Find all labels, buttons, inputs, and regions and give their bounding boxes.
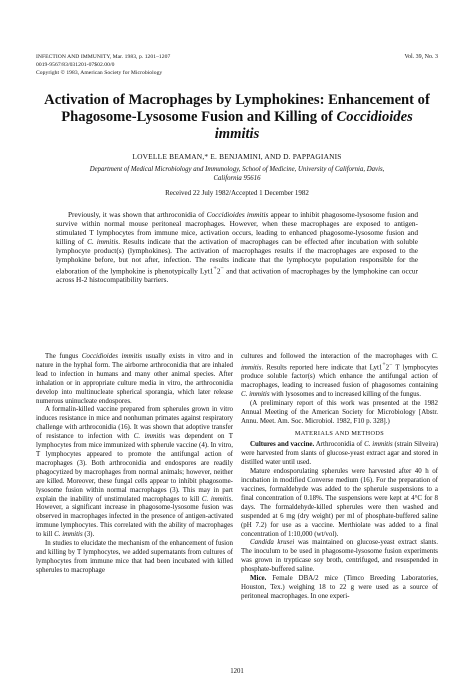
abstract: Previously, it was shown that arthroconidia of Coccidioides immitis appear to inhibit phagosome-lysosome fusion and survive within normal mouse peritoneal macrophages. However, when these macrophages are exposed to antigen-stimulated T lymphocytes from immune mice, activation occurs, leading to enhanced phagosome-lysosome fusion and killing of C. immitis. Results indicate that the activation of macrophages can be effected after incubation with soluble lymphocyte product(s) (lymphokines). The activation of macrophages results if the macrophages are exposed to the lymphokine before, but not after, infection. The results indicate that the lymphocyte population responsible for the elaboration of the lymphokine is phenotypically Lyt1+2− and that activation of macrophages by the lymphokine can occur across H-2 histocompatibility barriers. — [56, 210, 419, 285]
volume-issue: Vol. 39, No. 3 — [404, 54, 438, 60]
methods-cultures-paragraph: Cultures and vaccine. Arthroconidia of C. immitis (strain Silveira) were harvested from slants of glucose-yeast extract agar and stored in distilled water until used. — [241, 440, 439, 467]
right-column — [241, 352, 438, 601]
affiliation-line-1: Department of Medical Microbiology and Immunology, School of Medicine, University of California, Davis, — [89, 166, 385, 173]
title-line-1: Activation of Macrophages by Lymphokines: Enhancement of — [44, 92, 430, 108]
methods-candida-paragraph: Candida krusei was maintained on glucose-yeast extract slants. The inoculum to be used in phagosome-lysosome fusion experiments was grown in trypticase soy broth, centrifuged, and resuspended in phosphate-buffered saline. — [241, 538, 438, 574]
author-list: LOVELLE BEAMAN,* E. BENJAMINI, AND D. PAPPAGIANIS — [132, 152, 342, 161]
intro-paragraph-2: A formalin-killed vaccine prepared from spherules grown in vitro induces resistance in mice and nonhuman primates against respiratory challenge with arthroconidia (16). It was shown that adoptive transfer of resistance to infection with C. immitis was dependent on T lymphocytes from mice immunized with spherule vaccine (4). In vitro, T lymphocytes appeared to promote the antifungal action of macrophages (3). Both arthroconidia and endospores are readily phagocytized by macrophages from normal animals; however, neither are killed. Moreover, these fungal cells appear to inhibit phagosome-lysosome fusion within normal macrophages (3). This may in part explain the inability of unstimulated macrophages to kill C. immitis. However, a significant increase in phagosome-lysosome fusion was observed in macrophages infected in the presence of antigen-activated immune lymphocytes. This correlated with the ability of macrophages to kill C. immitis (3). — [36, 405, 233, 539]
received-dates: Received 22 July 1982/Accepted 1 December 1982 — [165, 189, 309, 197]
preliminary-report-note: (A preliminary report of this work was presented at the 1982 Annual Meeting of the American Society for Microbiology [Abstr. Annu. Meet. Am. Soc. Microbiol. 1982, F10 p. 328].) — [241, 398, 438, 425]
affiliation — [24, 165, 450, 183]
section-heading-materials-methods: MATERIALS AND METHODS — [294, 429, 385, 437]
copyright-notice: Copyright © 1983, American Society for Microbiology — [36, 69, 163, 76]
page-number: 1201 — [230, 668, 244, 675]
journal-header — [36, 54, 170, 77]
title-line-3: immitis — [214, 126, 260, 142]
journal-code: 0019-9567/83/031201-07$02.00/0 — [36, 61, 115, 68]
intro-paragraph-3: In studies to elucidate the mechanism of the enhancement of fusion and killing by T lymphocytes, we added supernatants from cultures of lymphocytes from immune mice that had been incubated with killed spherules to macrophage — [36, 539, 233, 574]
left-column — [36, 352, 233, 575]
journal-citation: INFECTION AND IMMUNITY, Mar. 1983, p. 1201–1207 — [36, 54, 171, 60]
intro-paragraph-continued: cultures and followed the interaction of the macrophages with C. immitis. Results reported here indicate that Lyt1+2− T lymphocytes produce soluble factor(s) which enhance the antifungal action of macrophages, leading to increased fusion of phagosomes containing C. immitis with lysosomes and to increased killing of the fungus. — [241, 352, 438, 398]
article-title — [24, 92, 450, 143]
affiliation-line-2: California 95616 — [213, 175, 261, 182]
title-line-2: Phagosome-Lysosome Fusion and Killing of Coccidioides — [61, 109, 413, 125]
intro-paragraph-1: The fungus Coccidioides immitis usually exists in vitro and in nature in the hyphal form. The airborne arthroconidia that are inhaled lead to infection in humans and many other animal species. After inhalation or in appropriate culture media in vitro, the arthroconidia develop into multinucleate spherical sporangia, which later release numerous uninucleate endospores. — [36, 352, 233, 405]
methods-spherules-paragraph: Mature endosporulating spherules were harvested after 40 h of incubation in modified Converse medium (16). For the preparation of vaccines, formaldehyde was added to the spherule suspensions to a final concentration of 0.18%. The suspensions were kept at 4°C for 8 days. The formaldehyde-killed spherules were then washed and suspended at 6 mg (dry weight) per ml of phosphate-buffered saline (pH 7.2) for use as a vaccine. Merthiolate was added to a final concentration of 1:10,000 (wt/vol). — [241, 467, 438, 538]
methods-mice-paragraph: Mice. Female DBA/2 mice (Timco Breeding Laboratories, Houston, Tex.) weighing 18 to 22 g were used as a source of peritoneal macrophages. In one experi- — [241, 574, 438, 600]
